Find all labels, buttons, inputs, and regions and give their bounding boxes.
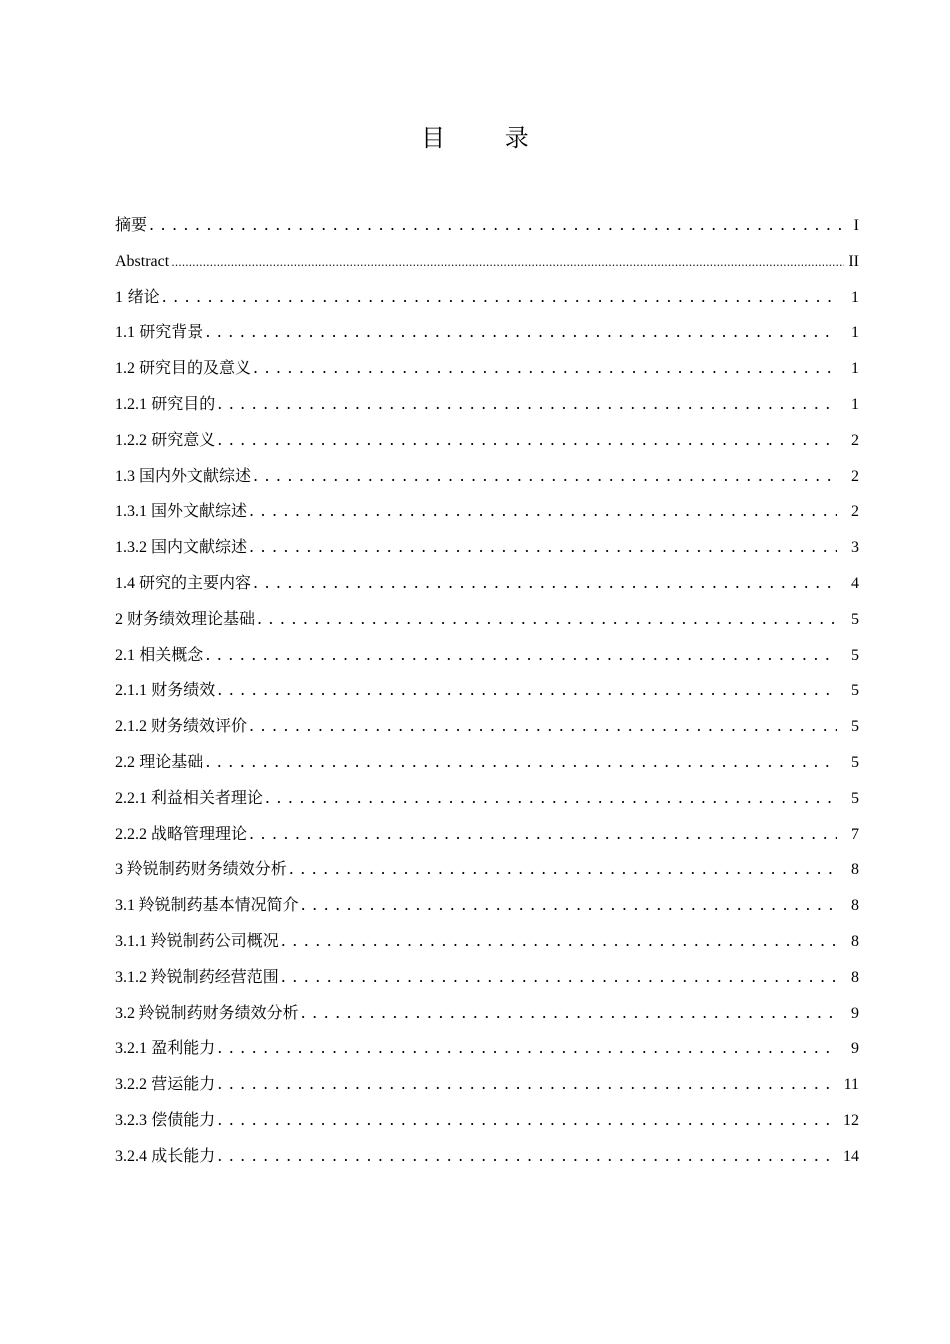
toc-entry-page: 2: [851, 503, 859, 521]
toc-entry-number: 1.2: [115, 360, 135, 378]
toc-entry-number: 1.3: [115, 467, 135, 485]
toc-entry-page: 2: [851, 431, 859, 449]
toc-entry[interactable]: [115, 820, 859, 856]
toc-entry-number: 2: [115, 610, 123, 628]
toc-entry-page: 5: [851, 682, 859, 700]
toc-entry-page: 1: [851, 288, 859, 306]
toc-entry-number: 2.2: [115, 753, 135, 771]
toc-entry-page: 7: [851, 825, 859, 843]
toc-entry-number: 3.2: [115, 1004, 135, 1022]
toc-leader-dots: [281, 963, 837, 991]
toc-leader-dots: [217, 1070, 837, 1098]
toc-entry[interactable]: [115, 605, 859, 641]
toc-entry-label: 羚锐制药经营范围: [150, 966, 279, 986]
toc-leader-dots: [281, 927, 837, 955]
toc-leader-dots: [249, 820, 837, 848]
toc-entry[interactable]: [115, 1106, 859, 1142]
toc-entry[interactable]: [115, 999, 859, 1035]
toc-entry-label: 绪论: [127, 286, 160, 306]
toc-entry-number: 2.2.2: [115, 825, 147, 843]
toc-entry[interactable]: [115, 390, 859, 426]
toc-entry-label: 摘要: [115, 215, 148, 234]
toc-entry-number: 3.2.4: [115, 1147, 147, 1165]
toc-entry[interactable]: [115, 963, 859, 999]
toc-entry[interactable]: [115, 426, 859, 462]
toc-entry-label: 羚锐制药公司概况: [150, 930, 279, 950]
toc-entry-label: 盈利能力: [151, 1038, 216, 1058]
toc-entry-label: 财务绩效评价: [151, 716, 248, 736]
toc-entry-page: 8: [851, 897, 859, 915]
toc-entry[interactable]: [115, 641, 859, 677]
toc-leader-dots: [205, 641, 837, 669]
toc-entry[interactable]: [115, 497, 859, 533]
toc-entry-label: 研究的主要内容: [138, 572, 251, 592]
toc-leader-dots: [301, 999, 837, 1027]
toc-entry-page: 14: [843, 1147, 859, 1165]
toc-leader-dots: [257, 605, 837, 633]
toc-entry-number: 1.1: [115, 324, 135, 342]
toc-entry-label: 羚锐制药基本情况简介: [138, 895, 299, 915]
toc-entry[interactable]: [115, 927, 859, 963]
toc-entry-label: 营运能力: [151, 1074, 216, 1094]
toc-leader-dots: [249, 497, 837, 525]
toc-entry-number: 1.2.1: [115, 395, 147, 413]
toc-entry[interactable]: [115, 569, 859, 605]
toc-entry-label: 偿债能力: [151, 1109, 216, 1129]
toc-entry-label: 财务绩效: [151, 680, 216, 700]
toc-entry-page: 5: [851, 610, 859, 628]
toc-entry[interactable]: [115, 855, 859, 891]
toc-entry-label: 研究目的: [151, 393, 216, 413]
toc-entry-label: 研究意义: [151, 429, 216, 449]
toc-entry-page: 4: [851, 574, 859, 592]
toc-entry-page: 8: [851, 932, 859, 950]
toc-entry-label: 成长能力: [151, 1145, 216, 1165]
toc-leader-dots: [162, 283, 837, 311]
toc-title: 目 录: [421, 124, 555, 152]
toc-entry-label: 国外文献综述: [151, 501, 248, 521]
toc-leader-dots: [249, 712, 837, 740]
toc-entry-page: 2: [851, 467, 859, 485]
toc-leader-dots: [217, 1106, 837, 1134]
toc-entry[interactable]: [115, 1070, 859, 1106]
toc-entry-number: 1.4: [115, 574, 135, 592]
toc-entry-page: 1: [851, 395, 859, 413]
toc-leader-dots: [289, 855, 837, 883]
toc-entry-label: 羚锐制药财务绩效分析: [126, 859, 287, 879]
toc-entry[interactable]: [115, 247, 859, 283]
toc-entry-label: 国内外文献综述: [138, 465, 251, 485]
toc-entry-page: 8: [851, 968, 859, 986]
toc-entry-page: 9: [851, 1040, 859, 1058]
toc-entry[interactable]: [115, 784, 859, 820]
toc-entry[interactable]: [115, 748, 859, 784]
toc-entry[interactable]: [115, 533, 859, 569]
toc-leader-dots: [149, 211, 850, 239]
toc-entry-page: II: [848, 252, 859, 270]
toc-leader-dots: [217, 1034, 837, 1062]
toc-leader-dots: [301, 891, 837, 919]
toc-leader-dots: [265, 784, 837, 812]
toc-leader-dots: [205, 318, 837, 346]
toc-entry[interactable]: [115, 283, 859, 319]
toc-entry-number: 2.1.1: [115, 682, 147, 700]
toc-entry-label: 利益相关者理论: [150, 787, 263, 807]
toc-leader-dots: [253, 569, 837, 597]
toc-entry-page: 9: [851, 1004, 859, 1022]
toc-entry-page: 5: [851, 789, 859, 807]
toc-entry-label: 战略管理理论: [151, 823, 248, 843]
toc-entry-page: 11: [843, 1076, 859, 1094]
toc-entry[interactable]: [115, 676, 859, 712]
toc-entry-number: 1.3.1: [115, 503, 147, 521]
toc-entry-label: 理论基础: [139, 751, 204, 771]
toc-entry[interactable]: [115, 318, 859, 354]
toc-entry[interactable]: [115, 891, 859, 927]
toc-entry-number: 2.1: [115, 646, 135, 664]
toc-entry-page: 3: [851, 539, 859, 557]
toc-leader-dots: [217, 390, 837, 418]
toc-entry-label: Abstract: [115, 252, 170, 270]
toc-entry-page: 5: [851, 753, 859, 771]
toc-entry[interactable]: [115, 462, 859, 498]
toc-entry-number: 2.2.1: [115, 789, 147, 807]
toc-entry-label: 羚锐制药财务绩效分析: [138, 1002, 299, 1022]
toc-entry-number: 3.2.1: [115, 1040, 147, 1058]
toc-entry-page: 8: [851, 861, 859, 879]
toc-entry-label: 研究目的及意义: [138, 358, 251, 378]
toc-leader-dots: [253, 354, 837, 382]
toc-entry[interactable]: [115, 712, 859, 748]
toc-leader-dots: [217, 676, 837, 704]
toc-leader-dots: [171, 247, 844, 277]
toc-leader-dots: [205, 748, 837, 776]
toc-entry-page: 5: [851, 718, 859, 736]
toc-leader-dots: [249, 533, 837, 561]
toc-entry-number: 2.1.2: [115, 718, 147, 736]
toc-entry-number: 3: [115, 861, 123, 879]
toc-entry[interactable]: [115, 211, 859, 247]
toc-entry-number: 1.2.2: [115, 431, 147, 449]
toc-entry-label: 财务绩效理论基础: [126, 608, 255, 628]
toc-entry-number: 1: [115, 288, 123, 306]
toc-entry-label: 国内文献综述: [151, 537, 248, 557]
toc-leader-dots: [217, 426, 837, 454]
toc-entry-number: 3.1.1: [115, 932, 147, 950]
toc-entry-number: 1.3.2: [115, 539, 147, 557]
toc-entry-page: I: [853, 217, 859, 234]
toc-entry-number: 3.1.2: [115, 968, 147, 986]
toc-entry-label: 相关概念: [139, 644, 204, 664]
toc-entry[interactable]: [115, 354, 859, 390]
toc-entry-page: 5: [851, 646, 859, 664]
toc-entry-number: 3.2.3: [115, 1111, 147, 1129]
toc-leader-dots: [253, 462, 837, 490]
toc-entry-page: 1: [851, 360, 859, 378]
toc-entry-page: 12: [843, 1111, 859, 1129]
toc-list: [115, 211, 859, 1178]
toc-entry-label: 研究背景: [139, 322, 204, 342]
toc-leader-dots: [217, 1142, 837, 1170]
toc-entry[interactable]: [115, 1034, 859, 1070]
toc-entry[interactable]: [115, 1142, 859, 1178]
toc-entry-page: 1: [851, 324, 859, 342]
toc-entry-number: 3.1: [115, 897, 135, 915]
toc-entry-number: 3.2.2: [115, 1076, 147, 1094]
